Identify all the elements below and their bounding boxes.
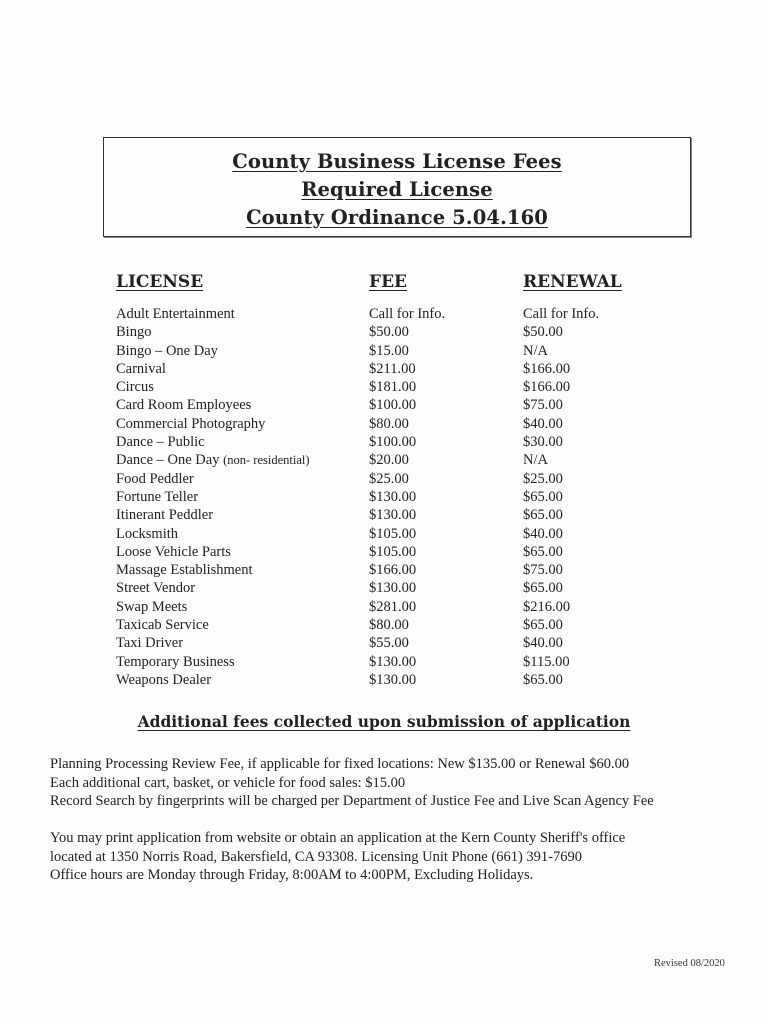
license-name-text: Dance – Public bbox=[116, 434, 205, 451]
license-name-text: Carnival bbox=[116, 360, 166, 377]
renewal-fee: N/A bbox=[523, 452, 548, 469]
license-name-text: Itinerant Peddler bbox=[116, 507, 214, 524]
license-fee: $166.00 bbox=[369, 562, 417, 579]
table-row bbox=[0, 396, 768, 414]
renewal-fee: $40.00 bbox=[523, 525, 563, 542]
license-name-note: (non- residential) bbox=[223, 453, 310, 468]
license-name bbox=[116, 598, 187, 616]
license-name bbox=[116, 396, 251, 414]
table-row bbox=[0, 671, 768, 689]
renewal-fee: $115.00 bbox=[523, 653, 570, 670]
license-fee: $281.00 bbox=[369, 598, 417, 615]
license-name-text: Taxi Driver bbox=[116, 635, 184, 652]
license-name bbox=[116, 451, 310, 469]
cart-fee-line: Each additional cart, basket, or vehicle for food sales: $15.00 bbox=[50, 774, 406, 791]
license-fee: $130.00 bbox=[369, 671, 417, 688]
license-name-text: Bingo – One Day bbox=[116, 342, 218, 359]
license-name-text: Fortune Teller bbox=[116, 488, 199, 505]
license-fee: $130.00 bbox=[369, 580, 417, 597]
license-fee: $130.00 bbox=[369, 507, 417, 524]
license-name bbox=[116, 506, 213, 524]
additional-fees-heading: Additional fees collected upon submission of application bbox=[137, 712, 631, 731]
renewal-fee: $40.00 bbox=[523, 415, 563, 432]
license-fee: $80.00 bbox=[369, 617, 409, 634]
license-name-text: Temporary Business bbox=[116, 653, 235, 670]
table-row bbox=[0, 506, 768, 524]
address-phone-line: located at 1350 Norris Road, Bakersfield, CA 93308. Licensing Unit Phone (661) 391-7690 bbox=[50, 848, 582, 865]
renewal-fee: $166.00 bbox=[523, 379, 571, 396]
contact-info bbox=[50, 829, 625, 885]
renewal-fee: $166.00 bbox=[523, 360, 571, 377]
license-fee: $130.00 bbox=[369, 653, 417, 670]
table-row bbox=[0, 415, 768, 433]
title-box bbox=[103, 137, 691, 237]
license-fee: $80.00 bbox=[369, 415, 409, 432]
license-name-text: Card Room Employees bbox=[116, 397, 252, 414]
table-row bbox=[0, 488, 768, 506]
license-fee: $105.00 bbox=[369, 525, 417, 542]
renewal-fee: $75.00 bbox=[523, 562, 563, 579]
renewal-fee: $216.00 bbox=[523, 598, 571, 615]
table-row bbox=[0, 433, 768, 451]
renewal-fee: $25.00 bbox=[523, 470, 563, 487]
application-info-line: You may print application from website or obtain an application at the Kern County Sheriff's office bbox=[50, 830, 626, 846]
license-fee: $15.00 bbox=[369, 342, 409, 359]
renewal-fee: $30.00 bbox=[523, 434, 563, 451]
license-name-text: Dance – One Day bbox=[116, 452, 220, 469]
license-name-text: Weapons Dealer bbox=[116, 671, 212, 688]
license-name bbox=[116, 305, 235, 323]
license-fee: $100.00 bbox=[369, 397, 417, 414]
header-license: LICENSE bbox=[116, 272, 204, 292]
license-name bbox=[116, 653, 235, 671]
license-name-text: Swap Meets bbox=[116, 598, 188, 615]
license-name bbox=[116, 470, 194, 488]
license-name bbox=[116, 488, 198, 506]
renewal-fee: $40.00 bbox=[523, 635, 563, 652]
document-title: County Business License Fees bbox=[232, 150, 562, 173]
table-row bbox=[0, 543, 768, 561]
table-row bbox=[0, 598, 768, 616]
license-name-text: Bingo bbox=[116, 324, 152, 341]
table-row bbox=[0, 360, 768, 378]
license-name bbox=[116, 342, 218, 360]
table-row bbox=[0, 378, 768, 396]
planning-fee-line: Planning Processing Review Fee, if applicable for fixed locations: New $135.00 or Renewal $60.00 bbox=[50, 756, 630, 772]
license-name bbox=[116, 671, 211, 689]
license-name bbox=[116, 415, 265, 433]
table-row bbox=[0, 579, 768, 597]
license-name bbox=[116, 525, 178, 543]
license-fee: $181.00 bbox=[369, 379, 417, 396]
table-row bbox=[0, 323, 768, 341]
renewal-fee: $65.00 bbox=[523, 543, 563, 560]
renewal-fee: $75.00 bbox=[523, 397, 563, 414]
renewal-fee: N/A bbox=[523, 342, 548, 359]
renewal-fee: $65.00 bbox=[523, 580, 563, 597]
fingerprint-fee-line: Record Search by fingerprints will be charged per Department of Justice Fee and Live Scan Agency Fee bbox=[50, 793, 654, 809]
license-fee: $50.00 bbox=[369, 324, 409, 341]
table-row bbox=[0, 470, 768, 488]
license-name bbox=[116, 433, 205, 451]
license-name bbox=[116, 561, 253, 579]
license-name bbox=[116, 616, 209, 634]
table-row bbox=[0, 451, 768, 469]
license-name bbox=[116, 634, 183, 652]
renewal-fee: $50.00 bbox=[523, 324, 563, 341]
document-subtitle: Required License bbox=[301, 178, 493, 201]
license-fee: $105.00 bbox=[369, 543, 417, 560]
table-row bbox=[0, 561, 768, 579]
license-fee: $55.00 bbox=[369, 635, 409, 652]
renewal-fee: $65.00 bbox=[523, 488, 563, 505]
header-renewal: RENEWAL bbox=[523, 272, 622, 292]
license-name-text: Adult Entertainment bbox=[116, 306, 235, 322]
renewal-fee: $65.00 bbox=[523, 671, 563, 688]
license-fee: $211.00 bbox=[369, 360, 416, 377]
license-name bbox=[116, 378, 154, 396]
renewal-fee: Call for Info. bbox=[523, 306, 600, 322]
table-row bbox=[0, 616, 768, 634]
header-fee: FEE bbox=[369, 272, 407, 292]
renewal-fee: $65.00 bbox=[523, 507, 563, 524]
license-name bbox=[116, 579, 195, 597]
ordinance-reference: County Ordinance 5.04.160 bbox=[246, 206, 548, 229]
license-name-text: Circus bbox=[116, 379, 154, 396]
license-fee: $25.00 bbox=[369, 470, 409, 487]
table-row bbox=[0, 342, 768, 360]
table-row bbox=[0, 525, 768, 543]
revision-date: Revised 08/2020 bbox=[654, 958, 725, 969]
license-fee: $20.00 bbox=[369, 452, 409, 469]
table-row bbox=[0, 634, 768, 652]
table-row bbox=[0, 305, 768, 323]
license-name-text: Massage Establishment bbox=[116, 562, 253, 579]
license-fee: $130.00 bbox=[369, 488, 417, 505]
office-hours-line: Office hours are Monday through Friday, 8:00AM to 4:00PM, Excluding Holidays. bbox=[50, 867, 534, 883]
license-name-text: Loose Vehicle Parts bbox=[116, 543, 231, 560]
additional-fees-notes bbox=[50, 755, 654, 811]
table-header bbox=[0, 272, 768, 298]
license-name bbox=[116, 323, 151, 341]
license-name-text: Taxicab Service bbox=[116, 617, 209, 634]
fee-table bbox=[0, 305, 768, 689]
license-name-text: Food Peddler bbox=[116, 470, 194, 487]
table-row bbox=[0, 653, 768, 671]
license-name-text: Commercial Photography bbox=[116, 415, 266, 432]
renewal-fee: $65.00 bbox=[523, 617, 563, 634]
license-name-text: Street Vendor bbox=[116, 580, 196, 597]
license-fee: $100.00 bbox=[369, 434, 417, 451]
license-name bbox=[116, 360, 166, 378]
license-name-text: Locksmith bbox=[116, 525, 179, 542]
license-name bbox=[116, 543, 231, 561]
license-fee: Call for Info. bbox=[369, 306, 446, 322]
